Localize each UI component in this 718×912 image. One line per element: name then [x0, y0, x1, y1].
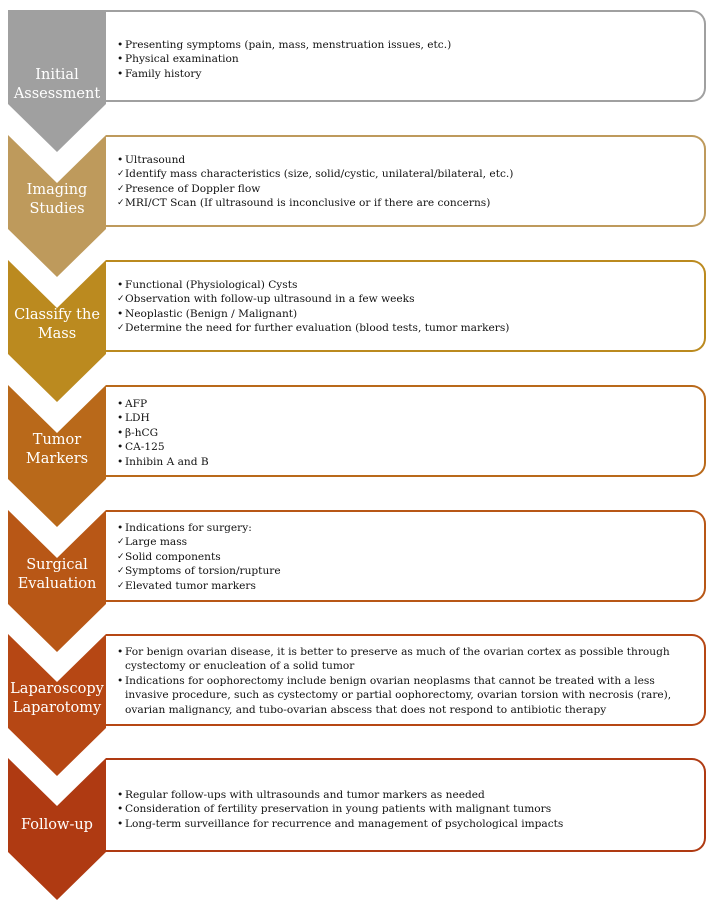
bullet-item: • LDH: [117, 411, 694, 425]
stage-chevron: [8, 260, 106, 402]
stage-title-line: Assessment: [13, 86, 101, 102]
stage-title-line: Markers: [25, 451, 89, 467]
bullet-item: • Neoplastic (Benign / Malignant): [117, 307, 694, 321]
stage-details-box: [106, 260, 706, 352]
stage-title-line: Evaluation: [17, 576, 97, 592]
check-item: ✓ Large mass: [117, 535, 694, 549]
stage-details-box: [106, 10, 706, 102]
stage-title: [8, 181, 106, 219]
check-item: ✓ Solid components: [117, 550, 694, 564]
check-item: ✓ MRI/CT Scan (If ultrasound is inconclusive or if there are concerns): [117, 196, 694, 210]
stage-items-list: [117, 278, 694, 336]
bullet-item: • For benign ovarian disease, it is better to preserve as much of the ovarian cortex as possible through cystectomy or enucleation of a solid tumor: [117, 645, 694, 674]
stage-items-list: [117, 645, 694, 717]
stage-items-list: [117, 521, 694, 593]
stage-details-box: [106, 135, 706, 227]
check-item: ✓ Presence of Doppler flow: [117, 182, 694, 196]
stage-title-line: Initial: [35, 67, 79, 83]
bullet-item: • Physical examination: [117, 52, 694, 66]
stage-details-box: [106, 510, 706, 602]
bullet-item: • Presenting symptoms (pain, mass, menstruation issues, etc.): [117, 38, 694, 52]
bullet-item: • Indications for surgery:: [117, 521, 694, 535]
bullet-item: • Ultrasound: [117, 153, 694, 167]
bullet-item: • Regular follow-ups with ultrasounds and tumor markers as needed: [117, 788, 694, 802]
check-item: ✓ Identify mass characteristics (size, solid/cystic, unilateral/bilateral, etc.): [117, 167, 694, 181]
bullet-item: • Functional (Physiological) Cysts: [117, 278, 694, 292]
stage-items-list: [117, 788, 694, 831]
stage-items-list: [117, 38, 694, 81]
bullet-item: • Inhibin A and B: [117, 455, 694, 469]
check-item: ✓ Elevated tumor markers: [117, 579, 694, 593]
stage-title-line: Follow-up: [21, 817, 93, 833]
bullet-item: • CA-125: [117, 440, 694, 454]
bullet-item: • β-hCG: [117, 426, 694, 440]
bullet-item: • Family history: [117, 67, 694, 81]
check-item: ✓ Observation with follow-up ultrasound in a few weeks: [117, 292, 694, 306]
bullet-item: • AFP: [117, 397, 694, 411]
stage-chevron: [8, 758, 106, 900]
stage-title: [8, 431, 106, 469]
stage-title: [8, 66, 106, 104]
stage-title: [8, 556, 106, 594]
bullet-item: • Indications for oophorectomy include benign ovarian neoplasms that cannot be treated with a less invasive procedure, such as cystectomy or partial oophorectomy, ovarian torsion with necrosis (rare), ovarian malignancy, and tubo-ovarian abscess that does not respond to antibiotic therapy: [117, 674, 694, 717]
stage-title: [8, 680, 106, 718]
stage-chevron: [8, 135, 106, 277]
stage-details-box: [106, 758, 706, 852]
bullet-item: • Long-term surveillance for recurrence and management of psychological impacts: [117, 817, 694, 831]
stage-chevron: [8, 634, 106, 776]
stage-chevron: [8, 10, 106, 152]
stage-title-line: Laparoscopy: [10, 681, 104, 697]
stage-title-line: Tumor: [32, 432, 82, 448]
stage-title-line: Imaging: [26, 182, 88, 198]
stage-chevron: [8, 510, 106, 652]
check-item: ✓ Determine the need for further evaluation (blood tests, tumor markers): [117, 321, 694, 335]
stage-title-line: Laparotomy: [12, 700, 102, 716]
stage-chevron: [8, 385, 106, 527]
stage-details-box: [106, 634, 706, 726]
stage-title-line: Mass: [37, 326, 77, 342]
check-item: ✓ Symptoms of torsion/rupture: [117, 564, 694, 578]
stage-title-line: Surgical: [26, 557, 88, 573]
stage-items-list: [117, 397, 694, 469]
stage-title: [8, 816, 106, 835]
bullet-item: • Consideration of fertility preservation in young patients with malignant tumors: [117, 802, 694, 816]
stage-title-line: Classify the: [14, 307, 100, 323]
stage-title-line: Studies: [29, 201, 85, 217]
stage-title: [8, 306, 106, 344]
stage-details-box: [106, 385, 706, 477]
stage-items-list: [117, 153, 694, 211]
